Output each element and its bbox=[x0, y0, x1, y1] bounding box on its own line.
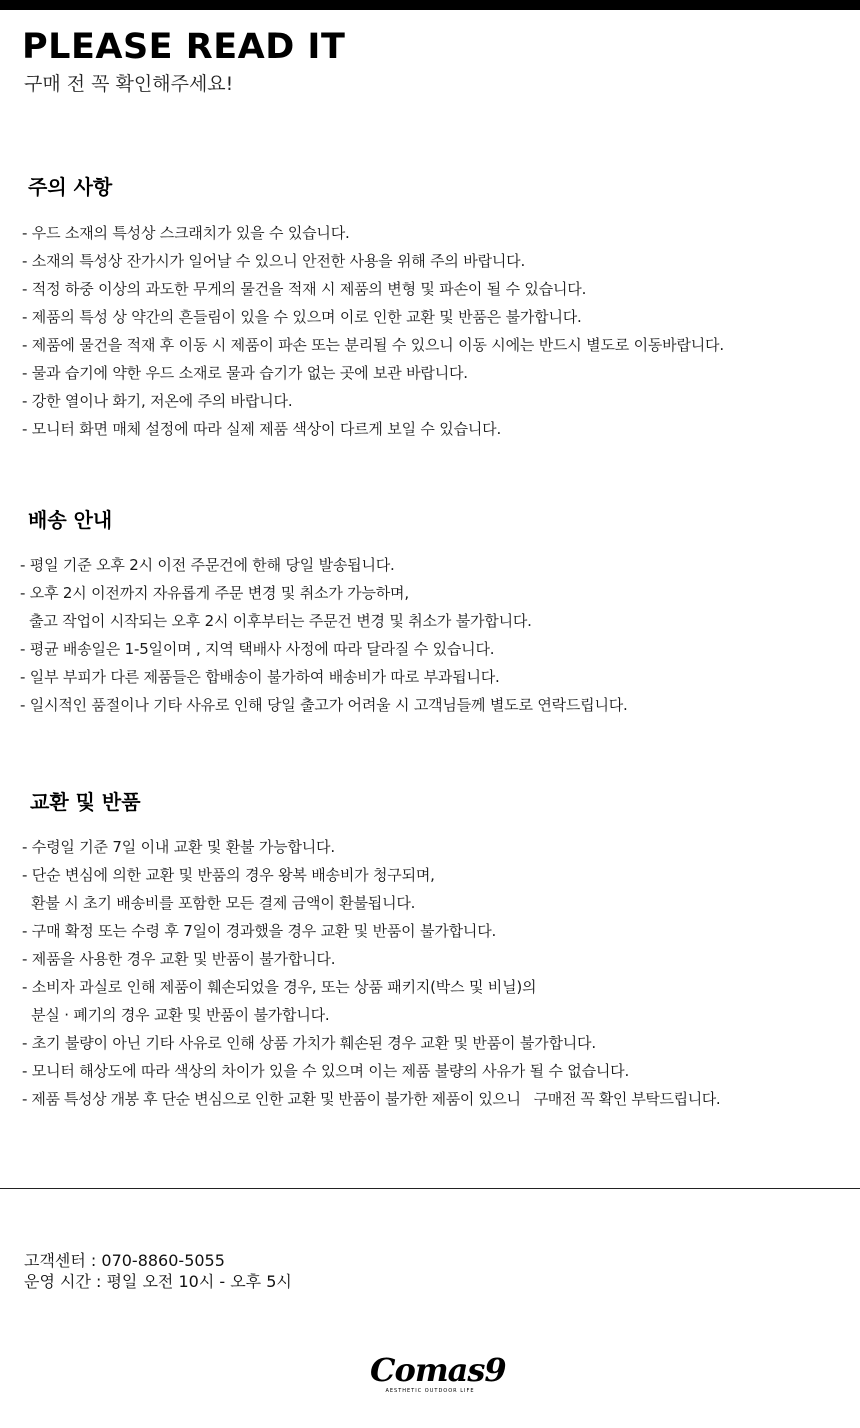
list-item: - 수령일 기준 7일 이내 교환 및 환불 가능합니다. bbox=[22, 838, 335, 856]
list-item: - 제품 특성상 개봉 후 단순 변심으로 인한 교환 및 반품이 불가한 제품이 있으니 구매전 꼭 확인 부탁드립니다. bbox=[22, 1090, 721, 1108]
list-item: 출고 작업이 시작되는 오후 2시 이후부터는 주문건 변경 및 취소가 불가합니다. bbox=[20, 612, 532, 630]
section-heading-shipping: 배송 안내 bbox=[28, 508, 113, 532]
list-item: - 평일 기준 오후 2시 이전 주문건에 한해 당일 발송됩니다. bbox=[20, 556, 395, 574]
list-item: - 단순 변심에 의한 교환 및 반품의 경우 왕복 배송비가 청구되며, bbox=[22, 866, 435, 884]
list-item: - 제품을 사용한 경우 교환 및 반품이 불가합니다. bbox=[22, 950, 336, 968]
list-item: - 제품의 특성 상 약간의 흔들림이 있을 수 있으며 이로 인한 교환 및 반품은 불가합니다. bbox=[22, 308, 582, 326]
logo-tagline: AESTHETIC OUTDOOR LIFE bbox=[385, 1388, 475, 1394]
list-item: - 강한 열이나 화기, 저온에 주의 바랍니다. bbox=[22, 392, 293, 410]
customer-center-phone: 고객센터 : 070-8860-5055 bbox=[24, 1251, 225, 1270]
brand-logo bbox=[370, 1351, 506, 1402]
list-item: - 소재의 특성상 잔가시가 일어날 수 있으니 안전한 사용을 위해 주의 바랍니다. bbox=[22, 252, 526, 270]
logo-wordmark: Comas9 bbox=[370, 1351, 506, 1389]
top-bar bbox=[0, 0, 860, 10]
list-item: 분실 · 폐기의 경우 교환 및 반품이 불가합니다. bbox=[22, 1006, 330, 1024]
section-heading-caution: 주의 사항 bbox=[28, 175, 113, 199]
list-item: - 초기 불량이 아닌 기타 사유로 인해 상품 가치가 훼손된 경우 교환 및 반품이 불가합니다. bbox=[22, 1034, 596, 1052]
list-item: - 평균 배송일은 1-5일이며 , 지역 택배사 사정에 따라 달라질 수 있습니다. bbox=[20, 640, 495, 658]
list-item: - 모니터 해상도에 따라 색상의 차이가 있을 수 있으며 이는 제품 불량의 사유가 될 수 없습니다. bbox=[22, 1062, 630, 1080]
list-item: - 일부 부피가 다른 제품들은 합배송이 불가하여 배송비가 따로 부과됩니다. bbox=[20, 668, 500, 686]
list-item: - 적정 하중 이상의 과도한 무게의 물건을 적재 시 제품의 변형 및 파손이 될 수 있습니다. bbox=[22, 280, 587, 298]
page-title: PLEASE READ IT bbox=[22, 27, 346, 67]
list-item: - 모니터 화면 매체 설정에 따라 실제 제품 색상이 다르게 보일 수 있습니다. bbox=[22, 420, 502, 438]
page-subtitle: 구매 전 꼭 확인해주세요! bbox=[24, 73, 234, 95]
list-item: - 오후 2시 이전까지 자유롭게 주문 변경 및 취소가 가능하며, bbox=[20, 584, 409, 602]
list-item: - 우드 소재의 특성상 스크래치가 있을 수 있습니다. bbox=[22, 224, 350, 242]
caution-list bbox=[22, 219, 724, 443]
footer-divider bbox=[0, 1188, 860, 1189]
list-item: - 제품에 물건을 적재 후 이동 시 제품이 파손 또는 분리될 수 있으니 이동 시에는 반드시 별도로 이동바랍니다. bbox=[22, 336, 724, 354]
list-item: 환불 시 초기 배송비를 포함한 모든 결제 금액이 환불됩니다. bbox=[22, 894, 416, 912]
returns-list bbox=[22, 833, 720, 1113]
list-item: - 소비자 과실로 인해 제품이 훼손되었을 경우, 또는 상품 패키지(박스 및 비닐)의 bbox=[22, 978, 537, 996]
list-item: - 구매 확정 또는 수령 후 7일이 경과했을 경우 교환 및 반품이 불가합니다. bbox=[22, 922, 497, 940]
list-item: - 물과 습기에 약한 우드 소재로 물과 습기가 없는 곳에 보관 바랍니다. bbox=[22, 364, 468, 382]
section-heading-returns: 교환 및 반품 bbox=[30, 790, 141, 814]
list-item: - 일시적인 품절이나 기타 사유로 인해 당일 출고가 어려울 시 고객님들께 별도로 연락드립니다. bbox=[20, 696, 628, 714]
shipping-list bbox=[20, 551, 628, 719]
operating-hours: 운영 시간 : 평일 오전 10시 - 오후 5시 bbox=[24, 1272, 292, 1291]
